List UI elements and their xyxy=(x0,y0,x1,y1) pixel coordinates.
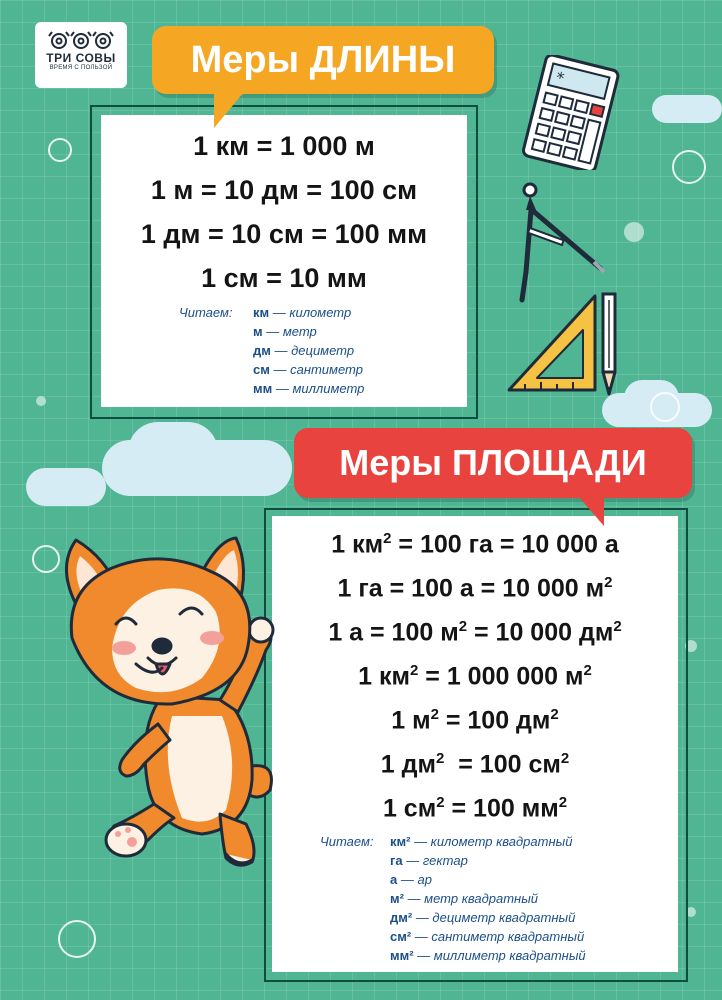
ring-decoration xyxy=(650,392,680,422)
area-bubble-tail xyxy=(578,496,604,526)
legend-label: Читаем: xyxy=(320,834,374,849)
cloud-decoration xyxy=(26,468,106,506)
compass-icon xyxy=(512,180,612,305)
legend-item: мм² — миллиметр квадратный xyxy=(390,948,586,963)
legend-item: дм² — дециметр квадратный xyxy=(390,910,576,925)
area-legend xyxy=(320,832,674,965)
legend-item: м² — метр квадратный xyxy=(390,891,538,906)
area-equation: 1 $см^2 = 100$ $мм^2$ xyxy=(382,794,568,823)
brand-logo xyxy=(35,22,127,88)
ring-decoration xyxy=(58,920,96,958)
set-square-icon xyxy=(505,290,605,395)
area-equation: 1 $м^2 = 100$ $дм^2$ xyxy=(391,706,559,735)
dot-decoration xyxy=(624,222,644,242)
ring-decoration xyxy=(48,138,72,162)
length-equation: 1 см = 10 мм xyxy=(201,263,367,293)
length-equation: 1 км = 1 000 м xyxy=(193,131,375,161)
cloud-decoration xyxy=(652,95,722,123)
area-equation: 1 $дм^2 = 100$ $см^2$ xyxy=(380,750,570,779)
legend-item: а — ар xyxy=(390,872,432,887)
length-bubble-tail xyxy=(214,92,244,128)
legend-item: см — сантиметр xyxy=(253,362,363,377)
cloud-decoration xyxy=(128,422,218,482)
legend-label: Читаем: xyxy=(179,305,233,320)
corgi-puppy-illustration xyxy=(52,528,280,878)
length-equation: 1 м = 10 дм = 100 см xyxy=(150,175,418,205)
legend-item: м — метр xyxy=(253,324,317,339)
logo-name: ТРИ СОВЫ xyxy=(46,51,116,65)
legend-item: мм — миллиметр xyxy=(253,381,365,396)
legend-item: км — километр xyxy=(253,305,352,320)
length-panel xyxy=(101,115,467,407)
area-panel xyxy=(272,516,678,972)
area-equation: 1 а = 100 $м^2 = 10$ 000 $дм^2$ xyxy=(328,618,622,647)
dot-decoration xyxy=(36,396,46,406)
svg-text:*: * xyxy=(553,67,567,89)
calculator-icon xyxy=(520,55,620,170)
owls-logo-icon xyxy=(48,30,114,50)
pencil-icon xyxy=(596,290,622,398)
length-title-bubble xyxy=(152,26,494,94)
area-equation: 1 $км^2 = 100$ га = 10 000 а xyxy=(331,530,619,559)
area-title: Меры ПЛОЩАДИ xyxy=(339,442,647,483)
area-equation: 1 га = 100 а = 10 000 $м^2$ xyxy=(337,574,613,603)
legend-item: га — гектар xyxy=(390,853,468,868)
legend-item: дм — дециметр xyxy=(253,343,355,358)
length-title: Меры ДЛИНЫ xyxy=(190,39,456,81)
logo-tagline: ВРЕМЯ С ПОЛЬЗОЙ xyxy=(49,65,113,71)
legend-item: см² — сантиметр квадратный xyxy=(390,929,585,944)
legend-item: км² — километр квадратный xyxy=(390,834,573,849)
area-equation: 1 $км^2 = 1$ 000 000 $м^2$ xyxy=(358,662,592,691)
area-title-bubble xyxy=(294,428,692,498)
ring-decoration xyxy=(672,150,706,184)
length-equation: 1 дм = 10 см = 100 мм xyxy=(140,219,428,249)
length-legend xyxy=(179,303,459,398)
